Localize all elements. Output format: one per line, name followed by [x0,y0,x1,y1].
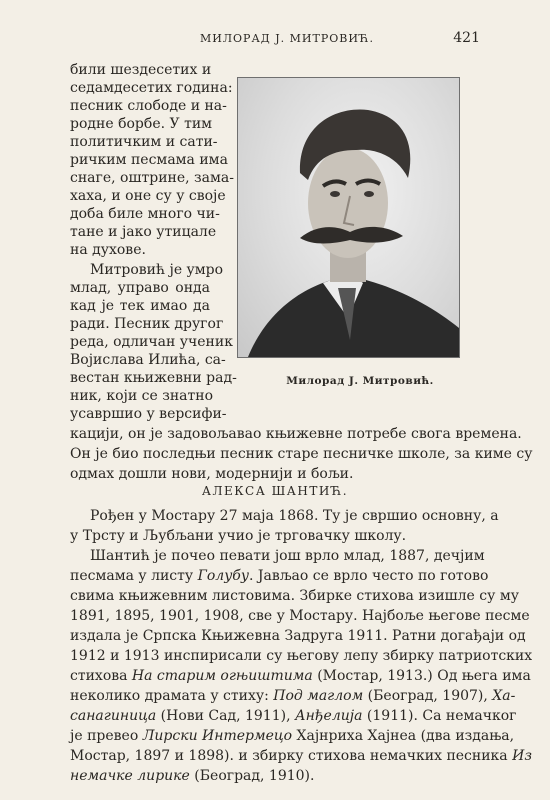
italic-title: На старим огњиштима [131,668,313,684]
text-line: на духове. [70,242,146,258]
text-run: је превео [70,728,143,744]
text-run: издала је Српска Књижевна Задруга 1911. Ратни догађаји од [70,628,526,644]
text-run: 1912 и 1913 инспирисали су његову лепу збирку патриотских [70,648,533,664]
text-line: Митровић је умро [90,262,224,278]
text-run: Мостар, 1897 и 1898). и збирку стихова немачких песника [70,748,513,764]
text-line: хаха, и оне су у своје [70,188,226,204]
text-line: ради. Песник другог [70,316,224,332]
italic-title: Голубу [197,568,249,584]
italic-title: Под маглом [273,688,364,704]
text-line: кацији, он је задовољавао књижевне потребе свога времена. [70,426,522,442]
text-line: усавршио у версифи- [70,406,227,422]
italic-title: санагиница [70,708,157,724]
text-run: песмама у листу [70,568,198,584]
page-number: 421 [453,30,480,46]
text-line: одмах дошли нови, модернији и бољи. [70,466,354,482]
text-line: ричким песмама има [70,152,228,168]
text-line: кад је тек имао да [70,298,210,314]
text-run: (Београд, 1907), [363,688,493,704]
italic-title: Ха- [492,688,516,704]
text-line [70,586,519,606]
text-run: (Мостар, 1913.) Од њега има [312,668,531,684]
section-heading: АЛЕКСА ШАНТИЋ. [201,484,349,498]
text-line [70,766,480,786]
text-line [70,506,499,526]
text-line: били шездесетих и [70,62,212,78]
text-line [70,626,526,646]
text-run: (Нови Сад, 1911), [156,708,295,724]
text-run: (Београд, 1910). [189,768,315,784]
text-line [70,686,516,706]
text-line [70,546,485,566]
text-line: ник, који се знатно [70,388,214,404]
italic-title: Из [512,748,532,764]
text-line: седамдесетих година: [70,80,233,96]
text-run: . Јављао се врло често по готово [248,568,489,584]
text-line: Он је био последњи песник старе песничке школе, за киме су [70,446,533,462]
italic-title: немачке лирике [70,768,190,784]
text-line [70,646,533,666]
text-line: Војислава Илића, са- [70,352,226,368]
portrait-photo [237,77,460,358]
text-line [70,566,489,586]
text-line: песник слободе и на- [70,98,227,114]
text-run: свима књижевним листовима. Збирке стихова изишле су му [70,588,519,604]
text-line [70,726,515,746]
text-line [70,746,532,766]
text-line [70,706,517,726]
text-line [70,666,531,686]
text-line: реда, одличан ученик [70,334,233,350]
text-line: млад, управо онда [70,280,210,296]
figure-caption: Милорад Ј. Митровић. [286,375,434,387]
text-line: снаге, оштрине, зама- [70,170,234,186]
text-run: (1911). Са немачког [362,708,517,724]
text-run: неколико драмата у стиху: [70,688,274,704]
text-line: родне борбе. У тим [70,116,213,132]
text-run: у Трсту и Љубљани учио је трговачку школу. [70,528,407,544]
portrait-illustration [238,78,459,357]
text-line: тане и јако утицале [70,224,217,240]
text-line [70,526,480,546]
text-line: доба биле много чи- [70,206,220,222]
italic-title: Анђелија [295,708,363,724]
page-header [0,30,550,50]
text-line [70,606,530,626]
text-line: вестан књижевни рад- [70,370,237,386]
running-head: МИЛОРАД Ј. МИТРОВИЋ. [200,32,375,45]
text-run: 1891, 1895, 1901, 1908, све у Мостару. Најбоље његове песме [70,608,530,624]
text-line: политичким и сати- [70,134,218,150]
text-run: Хајнриха Хајнеа (два издања, [292,728,515,744]
italic-title: Лирски Интермецо [142,728,293,744]
text-run: Шантић је почео певати још врло млад, 1887, дечјим [90,548,485,564]
text-run: стихова [70,668,132,684]
text-run: Рођен у Мостару 27 маја 1868. Ту је свршио основну, а [90,508,499,524]
